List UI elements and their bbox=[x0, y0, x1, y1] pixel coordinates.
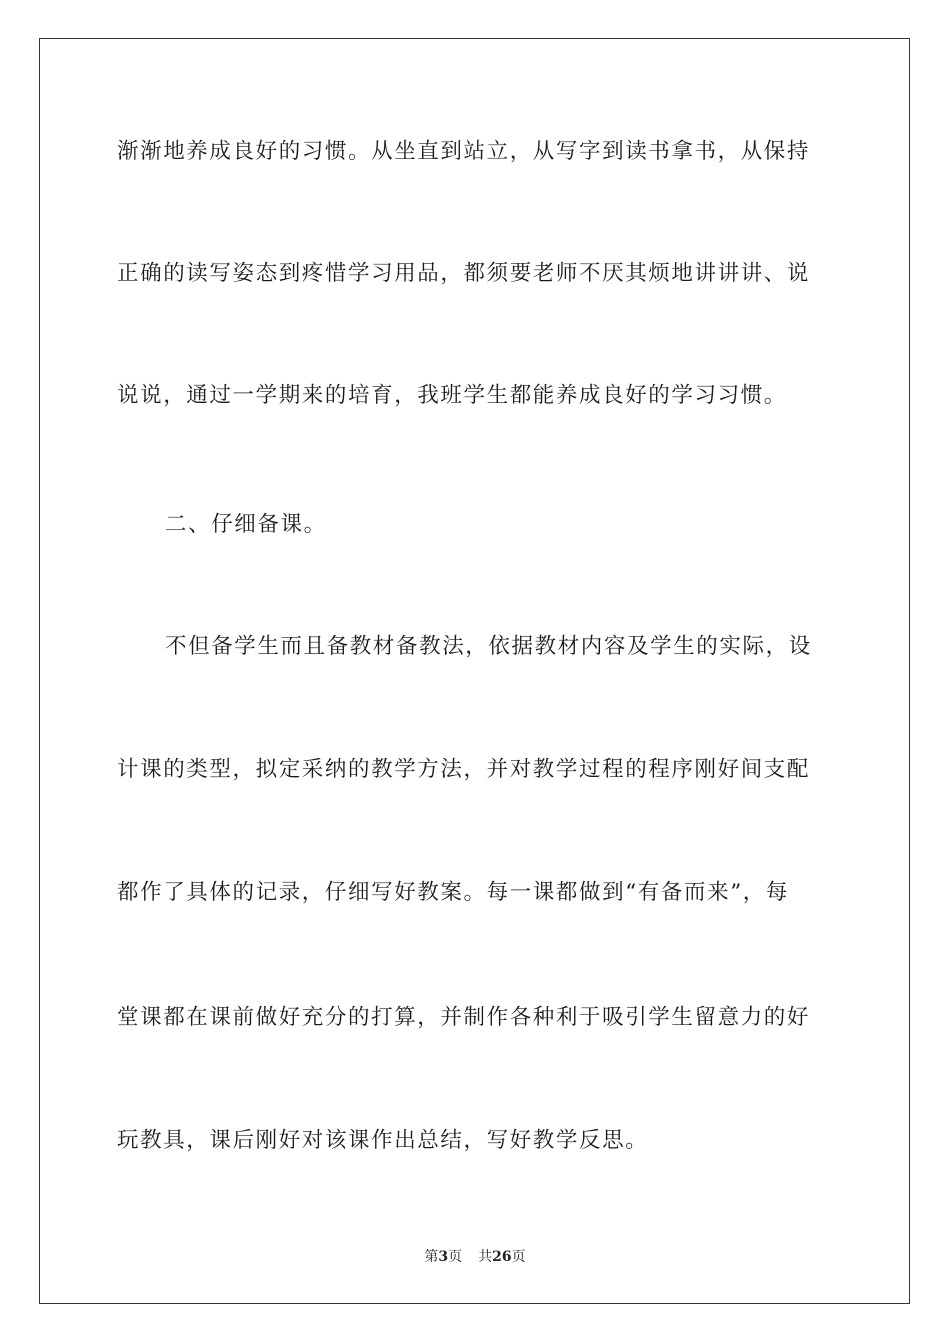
footer-total-prefix: 共 bbox=[478, 1249, 493, 1265]
body-line-2: 正确的读写姿态到疼惜学习用品，都须要老师不厌其烦地讲讲讲、说 bbox=[117, 261, 811, 286]
body-line-6: 计课的类型，拟定采纳的教学方法，并对教学过程的程序刚好间支配 bbox=[117, 757, 811, 782]
body-line-5: 不但备学生而且备教材备教法，依据教材内容及学生的实际，设 bbox=[165, 634, 812, 659]
footer-total-suffix: 页 bbox=[511, 1249, 526, 1265]
body-line-1: 渐渐地养成良好的习惯。从坐直到站立，从写字到读书拿书，从保持 bbox=[117, 139, 811, 164]
body-line-9: 玩教具，课后刚好对该课作出总结，写好教学反思。 bbox=[117, 1128, 649, 1153]
footer-page-number: 3 bbox=[438, 1249, 449, 1265]
page-frame bbox=[39, 38, 910, 1304]
body-line-7: 都作了具体的记录，仔细写好教案。每一课都做到“有备而来”，每 bbox=[117, 880, 789, 905]
footer-total-pages: 26 bbox=[492, 1249, 512, 1265]
footer-page-suffix: 页 bbox=[448, 1249, 463, 1265]
body-line-8: 堂课都在课前做好充分的打算，并制作各种利于吸引学生留意力的好 bbox=[117, 1005, 811, 1030]
body-line-3: 说说，通过一学期来的培育，我班学生都能养成良好的学习习惯。 bbox=[117, 383, 787, 408]
footer-page-prefix: 第 bbox=[424, 1249, 439, 1265]
section-heading: 二、仔细备课。 bbox=[165, 512, 327, 537]
page-footer bbox=[0, 1247, 950, 1267]
